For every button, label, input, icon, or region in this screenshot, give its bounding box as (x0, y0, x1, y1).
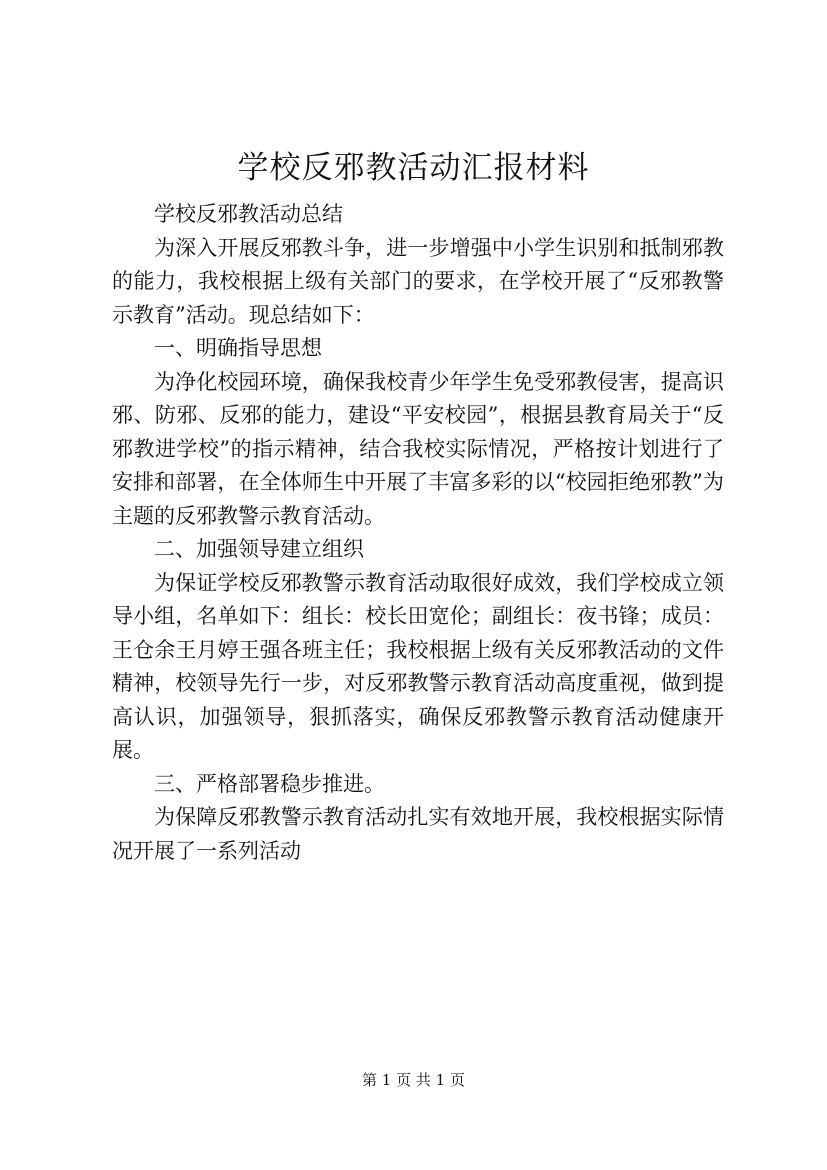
document-title: 学校反邪教活动汇报材料 (237, 150, 590, 186)
section-heading-deployment: 三、严格部署稳步推进。 (154, 771, 385, 796)
section-heading-guiding-thought: 一、明确指导思想 (154, 336, 322, 360)
paragraph-guiding-thought: 为净化校园环境，确保我校青少年学生免受邪教侵害，提高识邪、防邪、反邪的能力，建设“平安校园”，根据县教育局关于“反邪教进学校”的指示精神，结合我校实际情况，严格按计划进行了安排和部署，在全体师生中开展了丰富多彩的以“校园拒绝邪教”为主题的反邪教警示教育活动。 (112, 369, 724, 528)
paragraph-deployment: 为保障反邪教警示教育活动扎实有效地开展，我校根据实际情况开展了一系列活动 (112, 805, 724, 863)
section-heading-leadership: 二、加强领导建立组织 (154, 537, 364, 561)
paragraph-leadership: 为保证学校反邪教警示教育活动取很好成效，我们学校成立领导小组，名单如下：组长：校长田宽伦；副组长：夜书锋；成员：王仓余王月婷王强各班主任；我校根据上级有关反邪教活动的文件精神，校领导先行一步，对反邪教警示教育活动高度重视，做到提高认识，加强领导，狠抓落实，确保反邪教警示教育活动健康开展。 (112, 570, 724, 762)
paragraph-summary-heading: 学校反邪教活动总结 (154, 202, 343, 226)
paragraph-intro: 为深入开展反邪教斗争，进一步增强中小学生识别和抵制邪教的能力，我校根据上级有关部门的要求，在学校开展了“反邪教警示教育”活动。现总结如下： (112, 235, 724, 327)
page-number-footer: 第 1 页 共 1 页 (362, 1071, 465, 1089)
document-body (112, 198, 724, 868)
